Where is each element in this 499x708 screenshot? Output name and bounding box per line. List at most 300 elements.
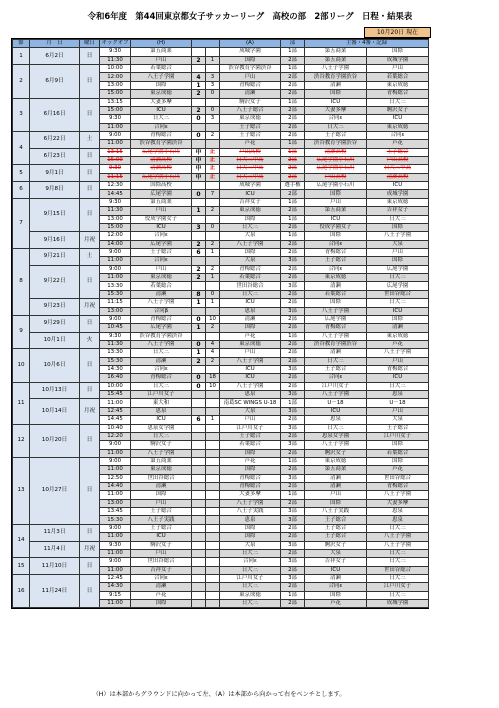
away-score: 1 [206,56,220,64]
kickoff-time: 9:00 [100,315,131,323]
away-team: 国際 [220,449,281,457]
division: 2部 [281,123,305,131]
referee-2: 日大三 [367,382,429,390]
home-score [192,499,206,507]
away-score [206,466,220,474]
kickoff-time: 11:00 [100,274,131,282]
division: 2部 [281,382,305,390]
header-row [13,40,429,48]
home-team: 清瀬 [131,483,192,491]
away-score [206,491,220,499]
referee-1: 佼成学園女子 [305,223,367,231]
referee-2: 大妻多摩 [367,499,429,507]
match-weekday: 日 [80,558,100,575]
kickoff-time: 9:30 [100,165,131,173]
home-score: 1 [192,81,206,89]
header-time: キックオフ [100,40,131,48]
round-number: 3 [13,98,30,131]
away-score [206,332,220,340]
referee-1: 八王子学園 [305,307,367,315]
home-team: 八王子実践 [131,516,192,524]
away-team: 日大三 [220,223,281,231]
referee-1: 王子総合 [305,131,367,139]
away-team: 東京成徳 [220,115,281,123]
kickoff-time: 9:30 [100,332,131,340]
referee-1: 東京成徳 [305,457,367,465]
away-score [206,140,220,148]
home-score [192,407,206,415]
home-team: 若葉総合 [131,65,192,73]
referee-2: 清瀬高校 [367,173,429,181]
referee-1: 清瀬 [305,474,367,482]
away-team: 大泉 [220,232,281,240]
home-team: 合同ε [131,232,192,240]
away-team: 青梅総合 [220,81,281,89]
home-team: 戸山 [131,499,192,507]
division: 2部 [281,349,305,357]
referee-1: 恵泉 [305,416,367,424]
away-team: 大泉 [220,407,281,415]
home-team: 東京成徳 [131,90,192,98]
home-score: 3 [192,223,206,231]
referee-2: 八王子学園 [367,491,429,499]
kickoff-time: 12:00 [100,73,131,81]
away-score: 10 [206,315,220,323]
home-team: 江戸川女子 [131,391,192,399]
referee-1: ICU [305,215,367,223]
division: 1部 [281,491,305,499]
referee-1: 駒沢女子 [305,449,367,457]
match-row [13,558,429,566]
home-score: 0 [192,382,206,390]
match-row [13,265,429,273]
home-team: 渋谷教育学園渋谷 [131,332,192,340]
referee-1: 八王子実践 [305,508,367,516]
home-team: 国際高校 [131,182,192,190]
referee-1: 恵泉女学園 [305,432,367,440]
away-score [206,65,220,73]
match-date: 6月16日 [30,98,80,131]
division: 2部 [281,524,305,532]
away-team: 若葉総合 [220,274,281,282]
match-row [13,98,429,106]
home-team: 清瀬 [131,583,192,591]
match-date: 9月1日 [30,165,80,182]
round-number: 15 [13,558,30,575]
referee-2: 成城学園 [367,56,429,64]
home-score: 1 [192,207,206,215]
division: 2部 [281,566,305,574]
referee-2: 日大三 [367,299,429,307]
kickoff-time: 15:30 [100,357,131,365]
away-score: 4 [206,349,220,357]
match-row [13,131,429,139]
away-team: 合同ε [220,558,281,566]
away-team: 日大三 [220,566,281,574]
match-weekday: 日 [80,265,100,298]
home-score: 0 [192,315,206,323]
match-date: 10月14日 [30,399,80,424]
referee-1: ICU [305,566,367,574]
home-team: 清瀬高校 [131,157,192,165]
division: 2部 [281,315,305,323]
home-score: 2 [192,357,206,365]
away-team: 世田谷総合 [220,282,281,290]
match-date: 11月3日 [30,524,80,541]
away-team: 江戸川女子 [220,575,281,583]
away-score: 4 [206,340,220,348]
kickoff-time: 12:20 [100,432,131,440]
kickoff-time: 13:15 [100,98,131,106]
referee-1: 戸山高校 [305,173,367,181]
home-score: 0 [192,340,206,348]
home-team: 東京成徳 [131,274,192,282]
match-row [13,165,429,173]
referee-2: 若葉総合 [367,449,429,457]
home-team: 国際 [131,81,192,89]
home-team: 戸山 [131,207,192,215]
schedule-body [13,48,429,608]
kickoff-time: 14:30 [100,366,131,374]
away-team: 戸山 [220,73,281,81]
away-team: 大泉 [220,541,281,549]
match-date: 9月16日 [30,232,80,249]
division: 選手権 [281,182,305,190]
home-team: 清瀬 [131,290,192,298]
kickoff-time: 10:00 [100,65,131,73]
away-score: 1 [206,416,220,424]
header-away: (A) [220,40,281,48]
away-score [206,549,220,557]
match-date: 10月13日 [30,382,80,399]
match-weekday: 土 [80,131,100,148]
home-score: 0 [192,190,206,198]
away-score [206,407,220,415]
home-score [192,65,206,73]
away-team: 大泉 [220,257,281,265]
away-team: 芦花 [220,457,281,465]
round-number: 6 [13,182,30,199]
away-score: 2 [206,357,220,365]
referee-1: 清瀬 [305,575,367,583]
away-team: ICU [220,299,281,307]
away-team: 八王子総合 [220,106,281,114]
home-score: 中 [192,148,206,156]
referee-2: 国際 [367,223,429,231]
away-team: 日大三中高 [220,157,281,165]
home-team: 広尾学園小石川 [131,148,192,156]
referee-1: 八王子学園 [305,441,367,449]
home-score [192,332,206,340]
away-score: 止 [206,157,220,165]
home-team: 国際 [131,491,192,499]
match-row [13,148,429,156]
home-team: ICU [131,106,192,114]
away-team: 芦花 [220,332,281,340]
kickoff-time: 12:45 [100,575,131,583]
referee-2: 日大三 [367,274,429,282]
home-team: 渋谷教育学園渋谷 [131,140,192,148]
home-team: 清瀬高校 [131,165,192,173]
home-team: 駒沢女子 [131,541,192,549]
away-score: 2 [206,207,220,215]
referee-2: 東京成徳 [367,123,429,131]
home-score: 0 [192,115,206,123]
referee-2: 日大三 [367,98,429,106]
kickoff-time: 15:00 [100,90,131,98]
referee-2: 大泉 [367,240,429,248]
match-row [13,332,429,340]
division: 3部 [281,424,305,432]
kickoff-time: 13:00 [100,215,131,223]
home-team: 恵泉 [131,407,192,415]
match-date: 10月1日 [30,332,80,349]
kickoff-time: 11:00 [100,399,131,407]
kickoff-time: 10:00 [100,382,131,390]
referee-2: ICU [367,115,429,123]
header-div: 部 [281,40,305,48]
referee-1: 若葉総合 [305,290,367,298]
away-score [206,441,220,449]
home-team: 八王子学園 [131,73,192,81]
home-score: 2 [192,240,206,248]
division: 2部 [281,131,305,139]
referee-1: 合同ε [305,240,367,248]
division: 2部 [281,533,305,541]
referee-2: 八王子学園 [367,232,429,240]
home-score [192,575,206,583]
home-team: 広尾学園 [131,190,192,198]
home-team: 合同ε [131,123,192,131]
referee-1: 戸山 [305,491,367,499]
away-team: 戸山 [220,349,281,357]
home-score [192,98,206,106]
away-team: 王子総合 [220,123,281,131]
home-score [192,232,206,240]
away-team: 恵泉 [220,516,281,524]
referee-1: 王子総合 [305,257,367,265]
home-team: 国際 [131,600,192,608]
referee-1: 戸山 [305,198,367,206]
referee-1: 東京成徳 [305,274,367,282]
home-score: 8 [192,290,206,298]
match-weekday: 日 [80,182,100,199]
kickoff-time: 10:45 [100,324,131,332]
round-number: 2 [13,65,30,98]
referee-1: ICU [305,98,367,106]
match-date: 11月10日 [30,558,80,575]
home-score [192,182,206,190]
referee-1: 日大三 [305,424,367,432]
division: 1部 [281,48,305,56]
away-score: 0 [206,106,220,114]
match-weekday: 日 [80,65,100,98]
header-no: 節 [13,40,30,48]
home-team: 清瀬 [131,357,192,365]
home-team: 吉祥女子 [131,566,192,574]
division: 2部 [281,583,305,591]
away-team: 王子総合 [220,131,281,139]
match-date: 9月22日 [30,265,80,298]
home-team: 戸山 [131,549,192,557]
away-score: 0 [206,290,220,298]
referee-1: 清瀬 [305,282,367,290]
home-score [192,391,206,399]
match-weekday: 月祝 [80,299,100,316]
home-score: 2 [192,106,206,114]
home-score [192,215,206,223]
away-score: 1 [206,299,220,307]
division: 1部 [281,332,305,340]
match-weekday: 日 [80,424,100,457]
kickoff-time: 9:00 [100,265,131,273]
home-score: 0 [192,374,206,382]
home-score: 1 [192,299,206,307]
kickoff-time: 9:00 [100,441,131,449]
round-number: 11 [13,382,30,424]
referee-2: 戸山 [367,407,429,415]
home-score [192,466,206,474]
referee-1: 江戸川女子 [305,382,367,390]
referee-1: 第五商業 [305,207,367,215]
home-score [192,366,206,374]
division: 2部 [281,357,305,365]
division: 1部 [281,399,305,407]
referee-1: 王子総合 [305,516,367,524]
round-number: 9 [13,315,30,348]
division: 2部 [281,466,305,474]
home-team: 八王子学園 [131,299,192,307]
home-score [192,399,206,407]
referee-2: 日大三 [367,524,429,532]
home-team: 王子総合 [131,248,192,256]
kickoff-time: 9:00 [100,248,131,256]
header-home: (H) [131,40,192,48]
home-score [192,432,206,440]
referee-2: 日大三中高 [367,165,429,173]
kickoff-time: 14:30 [100,583,131,591]
match-weekday: 月祝 [80,541,100,558]
away-team: 成城学園 [220,48,281,56]
home-team: 戸山 [131,56,192,64]
referee-2: 戸山 [367,65,429,73]
away-team: ICU [220,366,281,374]
home-score: 2 [192,56,206,64]
away-team: 日大三 [220,549,281,557]
away-team: 吉祥女子 [220,198,281,206]
away-score [206,123,220,131]
referee-2: 世田谷総合 [367,474,429,482]
away-team: 南葛SC WINGS U-18 [220,399,281,407]
kickoff-time: 13:15 [100,148,131,156]
away-score [206,232,220,240]
division: 3部 [281,541,305,549]
home-team: 日大三 [131,115,192,123]
away-score [206,508,220,516]
home-team: 東京成徳 [131,466,192,474]
division: 3部 [281,407,305,415]
division: 2部 [281,374,305,382]
home-team: 日大三 [131,432,192,440]
kickoff-time: 9:30 [100,198,131,206]
division: 2部 [281,290,305,298]
division: 2部 [281,324,305,332]
away-score [206,541,220,549]
away-team: 日大三中高 [220,173,281,181]
away-team: 八王子学園 [220,382,281,390]
header-date: 月 日 [30,40,80,48]
referee-1: 国際 [305,591,367,599]
kickoff-time: 11:15 [100,299,131,307]
round-number: 8 [13,248,30,315]
kickoff-time: 9:30 [100,541,131,549]
kickoff-time: 15:30 [100,516,131,524]
referee-2: 八王子学園 [367,349,429,357]
round-number: 16 [13,575,30,608]
round-number: 13 [13,457,30,524]
away-score [206,449,220,457]
kickoff-time: 11:00 [100,566,131,574]
kickoff-time: 11:00 [100,466,131,474]
home-team: 青梅総合 [131,374,192,382]
kickoff-time: 15:00 [100,223,131,231]
referee-2: 青梅総合 [367,90,429,98]
match-weekday: 月祝 [80,232,100,249]
referee-1: 合同ε [305,265,367,273]
home-score [192,474,206,482]
home-score [192,508,206,516]
division: 1部 [281,198,305,206]
match-weekday: 土 [80,248,100,265]
away-score [206,524,220,532]
away-team: 八王子学園 [220,499,281,507]
division: 1部 [281,65,305,73]
match-weekday: 日 [80,575,100,608]
referee-2: 芦花 [367,466,429,474]
home-score [192,123,206,131]
home-score [192,449,206,457]
home-score [192,457,206,465]
referee-2: 江戸川女子 [367,583,429,591]
away-score: 2 [206,131,220,139]
kickoff-time: 11:30 [100,340,131,348]
division: 2部 [281,449,305,457]
match-date: 9月15日 [30,198,80,231]
kickoff-time: 11:15 [100,173,131,181]
division: 2部 [281,432,305,440]
away-team: ICU [220,190,281,198]
match-date: 6月9日 [30,65,80,98]
away-score: 3 [206,73,220,81]
home-score [192,583,206,591]
header-score [192,40,220,48]
away-score [206,282,220,290]
away-team: 成城学園 [220,182,281,190]
away-team: 日大三中高 [220,165,281,173]
home-score [192,600,206,608]
division: 2部 [281,173,305,181]
referee-1: 八王子学園 [305,391,367,399]
referee-2: 八王子学園 [367,541,429,549]
home-score [192,524,206,532]
away-score: 0 [206,90,220,98]
home-team: 芦花 [131,591,192,599]
away-score: 2 [206,265,220,273]
referee-2: U－18 [367,399,429,407]
referee-2: 東京成徳 [367,81,429,89]
referee-1: 八王子学園 [305,332,367,340]
referee-2: 日大三 [367,591,429,599]
